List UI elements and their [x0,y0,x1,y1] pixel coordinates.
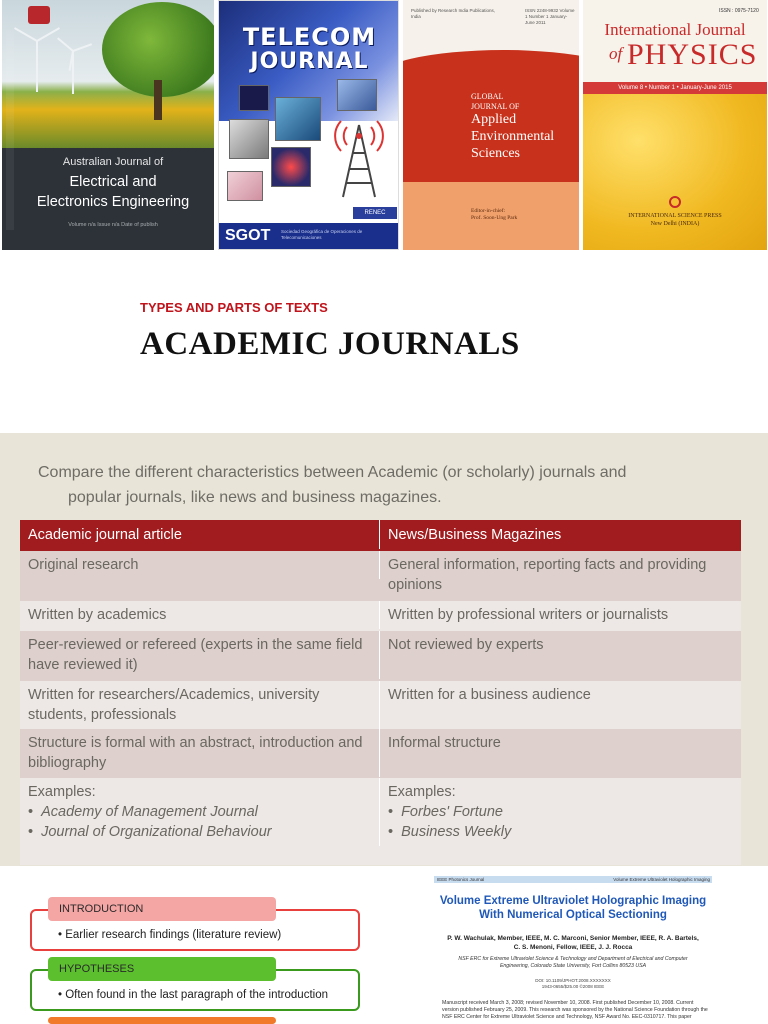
cover-title-of: of [609,44,623,63]
publisher-logo [28,6,50,24]
cover-issn: ISSN : 0975-7120 [719,8,759,14]
examples-label: Examples: [28,784,96,800]
examples-label: Examples: [388,784,456,800]
header-magazines: News/Business Magazines [388,527,562,543]
header-academic: Academic journal article [20,520,380,549]
cover-title-line: GLOBAL [471,92,504,101]
cover-editor [471,208,517,222]
table-cell: Not reviewed by experts [388,637,544,653]
examples-list [388,802,733,842]
intro-line-2: popular journals, like news and business magazines. [68,489,442,506]
next-section-label [48,1017,276,1024]
hypotheses-label: HYPOTHESES [48,957,276,981]
radio-tower-icon [329,119,389,199]
paper-doi [430,978,716,990]
collage-tile [239,85,269,111]
tree-trunk-graphic [154,80,162,120]
ieee-paper-first-page [430,872,716,1024]
table-cell: Written for a business audience [388,687,591,703]
cover-australian-journal [2,0,214,250]
cover-title-line: Environmental [471,129,555,144]
cover-title-line: Electrical and [69,174,157,190]
cover-title-line: Sciences [471,146,520,161]
editor-label: Editor-in-chief: [471,208,506,214]
paper-title-line: With Numerical Optical Sectioning [479,909,667,921]
intro-line-1: Compare the different characteristics between Academic (or scholarly) journals and [38,464,627,481]
paper-title-line: Volume Extreme Ultraviolet Holographic Imaging [439,895,707,907]
examples-cell-academic [20,778,380,846]
table-cell: Structure is formal with an abstract, introduction and bibliography [20,729,380,777]
cover-title-line1: TELECOM [242,23,377,51]
cover-press [583,212,767,228]
introduction-desc: • Earlier research findings (literature review) [58,929,282,941]
table-cell: Informal structure [388,735,501,751]
cover-title-physics: PHYSICS [627,38,758,71]
cover-physics-journal [583,0,767,250]
collage-tile [227,171,263,201]
authors-line: P. W. Wachulak, Member, IEEE, M. C. Marconi, Senior Member, IEEE, R. A. Bartels, [447,935,699,942]
table-row [20,729,741,778]
cover-title-small: Australian Journal of [62,156,164,168]
cover-global-journal [403,0,579,250]
table-cell: Peer-reviewed or refereed (experts in the same field have reviewed it) [20,631,380,679]
authors-line: C. S. Menoni, Fellow, IEEE, J. J. Rocca [513,944,633,951]
table-cell: Written by academics [20,601,380,629]
table-row-examples [20,778,741,865]
cover-publisher: Published by Research India Publications, India [411,8,496,19]
cover-title-line1: International Journal [604,20,746,39]
cover-title-big [22,172,204,212]
article-structure-diagram [28,897,363,1024]
table-cell: Written by professional writers or journalists [388,607,669,623]
cover-title-line: Applied [471,112,517,127]
table-cell: Written for researchers/Academics, university students, professionals [20,681,380,729]
page-title: ACADEMIC JOURNALS [140,326,520,362]
table-cell: Original research [20,551,380,579]
paper-header-right: Volume Extreme Ultraviolet Holographic Imaging [613,877,710,882]
editor-name: Prof. Soon-Ung Park [471,215,518,221]
comparison-intro [38,460,738,510]
cover-title-line: Electronics Engineering [36,194,190,210]
press-logo-icon [669,196,681,208]
cover-title-line2: JOURNAL [250,49,369,74]
journal-covers [0,0,768,252]
doi-line: 1943-0655/$25.00 ©2008 IEEE [541,984,605,989]
table-row [20,631,741,681]
section-kicker: TYPES AND PARTS OF TEXTS [140,300,328,315]
paper-affiliation [430,956,716,970]
cover-title-line: JOURNAL OF [471,102,520,111]
affiliation-line: NSF ERC for Extreme Ultraviolet Science & Technology and Department of Electrical and Computer [458,956,688,962]
renec-badge: RENEC [353,207,397,219]
collage-tile [271,147,311,187]
cover-telecom-journal [218,0,399,250]
doi-line: DOI: 10.1109/JPHOT.2008.XXXXXXX [535,978,611,983]
example-item: • Business Weekly [388,822,733,842]
cover-footer: Volume n/a Issue n/a Date of publish [68,222,158,228]
paper-authors [430,934,716,952]
table-row [20,551,741,601]
table-cell: General information, reporting facts and providing opinions [388,557,707,593]
collage-tile [229,119,269,159]
cover-issn: ISSN 2248-9932 Volume 1 Number 1 January-June 2011 [525,8,575,25]
turbine-blade [36,41,38,67]
cover-title-small [471,92,519,112]
press-location: New Delhi (INDIA) [650,221,700,227]
table-header-row [20,520,741,551]
collage-tile [275,97,321,141]
press-name: INTERNATIONAL SCIENCE PRESS [628,213,722,219]
table-row [20,601,741,631]
paper-title [430,894,716,922]
examples-cell-magazines [380,778,741,846]
example-item: • Academy of Management Journal [28,802,371,822]
spine-strip [6,30,14,230]
introduction-label: INTRODUCTION [48,897,276,921]
table-row [20,681,741,729]
paper-manuscript-note: Manuscript received March 3, 2008; revised November 10, 2008. First published December 10, 2008. Current version published February 25, 2009. This research was sponsored by the National Science Foundation through the NSF ERC Center for Extreme Ultraviolet Science and Technology, NSF Award No. EEC-0310717. This paper [442,1000,708,1020]
sgot-logo: SGOT [225,227,271,244]
example-item: • Journal of Organizational Behaviour [28,822,371,842]
cover-title-big [471,111,554,162]
hypotheses-desc: • Often found in the last paragraph of the introduction [58,989,328,1001]
paper-header-left: IEEE Photonics Journal [437,877,485,882]
affiliation-line: Engineering, Colorado State University, Fort Collins 80523 USA [499,963,647,969]
cover-volume-text: Volume 8 • Number 1 • January-June 2015 [618,85,732,91]
examples-list [28,802,371,842]
sgot-subtitle: Sociedad Geográfica de Operaciones de Telecomunicaciones [281,229,363,240]
collage-tile [337,79,377,111]
example-item: • Forbes' Fortune [388,802,733,822]
